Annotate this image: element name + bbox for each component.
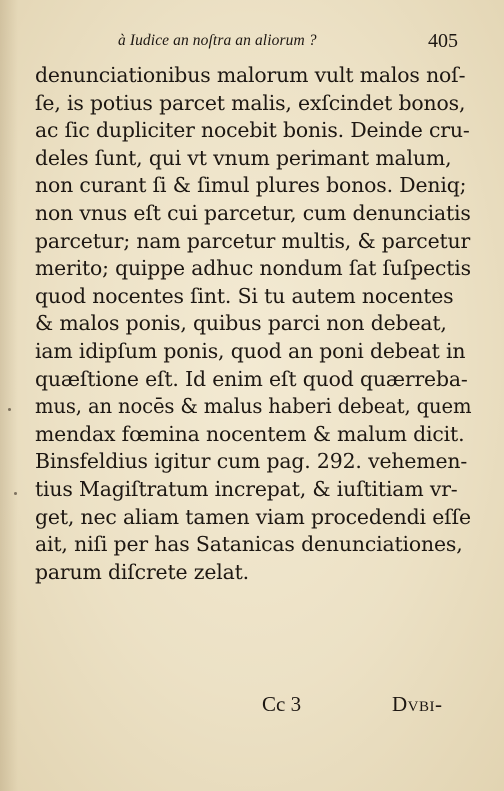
running-head-title: à Iudice an noſtra an aliorum ? <box>118 32 317 49</box>
text-line: denunciationibus malorum vult malos noſ- <box>35 63 466 87</box>
text-line: mus, an nocēs & malus haberi debeat, quem <box>35 394 472 419</box>
running-head <box>0 30 504 54</box>
body-text <box>35 62 472 586</box>
text-line: parum diſcrete zelat. <box>35 559 250 584</box>
text-line: tius Magiſtratum increpat, & iuſtitiam vr- <box>35 476 458 501</box>
signature-mark: Cc 3 <box>262 692 302 716</box>
text-line: parcetur; nam parcetur multis, & parcetur <box>35 228 471 253</box>
margin-speck <box>14 492 17 495</box>
text-line: quæſtione eſt. Id enim eſt quod quærreba- <box>35 366 468 391</box>
text-line: ait, niſi per has Satanicas denunciationes, <box>35 532 463 557</box>
text-line: ſe, is potius parcet malis, exſcindet bonos, <box>35 90 466 115</box>
text-line: quod nocentes ſint. Si tu autem nocentes <box>35 283 454 308</box>
text-line: merito; quippe adhuc nondum ſat ſuſpectis <box>35 256 471 281</box>
text-line: get, nec aliam tamen viam procedendi eſſe <box>35 504 471 529</box>
text-line: deles ſunt, qui vt vnum perimant malum, <box>35 145 452 170</box>
page-number: 405 <box>428 30 458 52</box>
catchword: Dvbi- <box>392 692 443 716</box>
text-line: iam idipſum ponis, quod an poni debeat in <box>35 338 466 363</box>
text-line: mendax fœmina nocentem & malum dicit. <box>35 421 465 446</box>
text-line: non vnus eſt cui parcetur, cum denunciatis <box>35 200 471 225</box>
text-line: non curant ſi & ſimul plures bonos. Deniq; <box>35 173 467 198</box>
margin-speck <box>8 408 11 411</box>
text-line: ac ſic dupliciter nocebit bonis. Deinde cru- <box>35 118 470 143</box>
text-line: & malos ponis, quibus parci non debeat, <box>35 311 447 336</box>
text-line: Binsfeldius igitur cum pag. 292. vehemen- <box>35 449 468 474</box>
page-edge-shadow <box>0 0 18 791</box>
